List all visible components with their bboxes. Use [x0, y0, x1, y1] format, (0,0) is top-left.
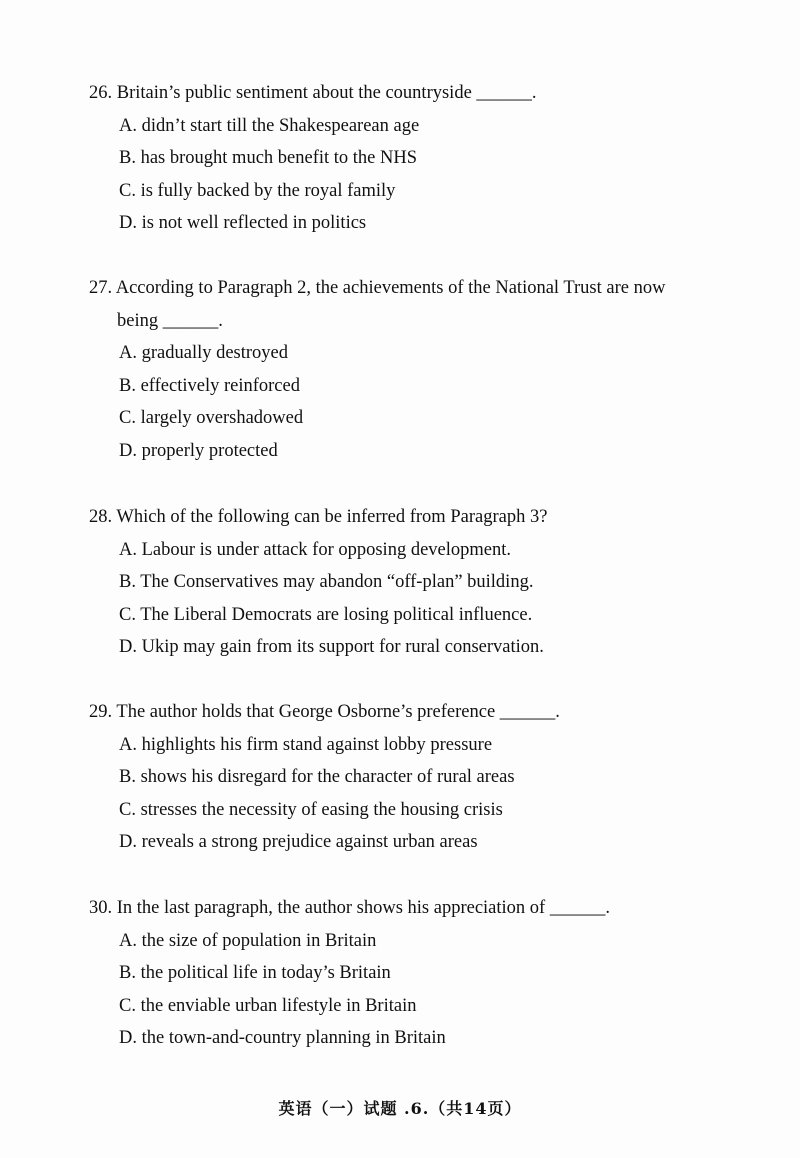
question-stem: 26. Britain’s public sentiment about the countryside ______.: [89, 83, 537, 103]
option-d: D. the town-and-country planning in Britain: [119, 1028, 446, 1048]
option-b: B. shows his disregard for the character of rural areas: [119, 767, 515, 787]
option-a: A. gradually destroyed: [119, 343, 289, 363]
option-c: C. the enviable urban lifestyle in Britain: [119, 995, 417, 1016]
option-b: B. the political life in today’s Britain: [119, 963, 391, 983]
option-b: B. The Conservatives may abandon “off-plan” building.: [119, 572, 534, 592]
page-footer: 英语（一）试题 .6.（共14页）: [278, 1099, 522, 1118]
question-27: [89, 276, 749, 471]
option-c: C. is fully backed by the royal family: [119, 180, 396, 201]
option-d: D. is not well reflected in politics: [119, 213, 367, 233]
question-stem: 27. According to Paragraph 2, the achievements of the National Trust are now: [89, 278, 666, 298]
question-30: [89, 896, 749, 1059]
option-b: B. effectively reinforced: [119, 375, 300, 396]
option-a: A. Labour is under attack for opposing development.: [119, 539, 511, 560]
question-stem-continuation: being ______.: [117, 310, 223, 331]
option-d: D. reveals a strong prejudice against urban areas: [119, 832, 478, 852]
option-d: D. Ukip may gain from its support for rural conservation.: [119, 637, 544, 657]
question-29: [89, 700, 749, 863]
option-c: C. stresses the necessity of easing the housing crisis: [119, 799, 503, 820]
option-c: C. The Liberal Democrats are losing political influence.: [119, 604, 533, 625]
question-26: [89, 81, 749, 244]
option-c: C. largely overshadowed: [119, 408, 304, 428]
option-a: A. the size of population in Britain: [119, 930, 377, 951]
option-d: D. properly protected: [119, 440, 278, 461]
question-28: [89, 505, 749, 668]
question-stem: 29. The author holds that George Osborne’s preference ______.: [89, 702, 560, 722]
question-stem: 30. In the last paragraph, the author shows his appreciation of ______.: [89, 898, 610, 918]
question-stem: 28. Which of the following can be inferred from Paragraph 3?: [89, 507, 548, 527]
option-b: B. has brought much benefit to the NHS: [119, 148, 418, 168]
option-a: A. didn’t start till the Shakespearean age: [119, 115, 420, 136]
option-a: A. highlights his firm stand against lobby pressure: [119, 734, 493, 755]
